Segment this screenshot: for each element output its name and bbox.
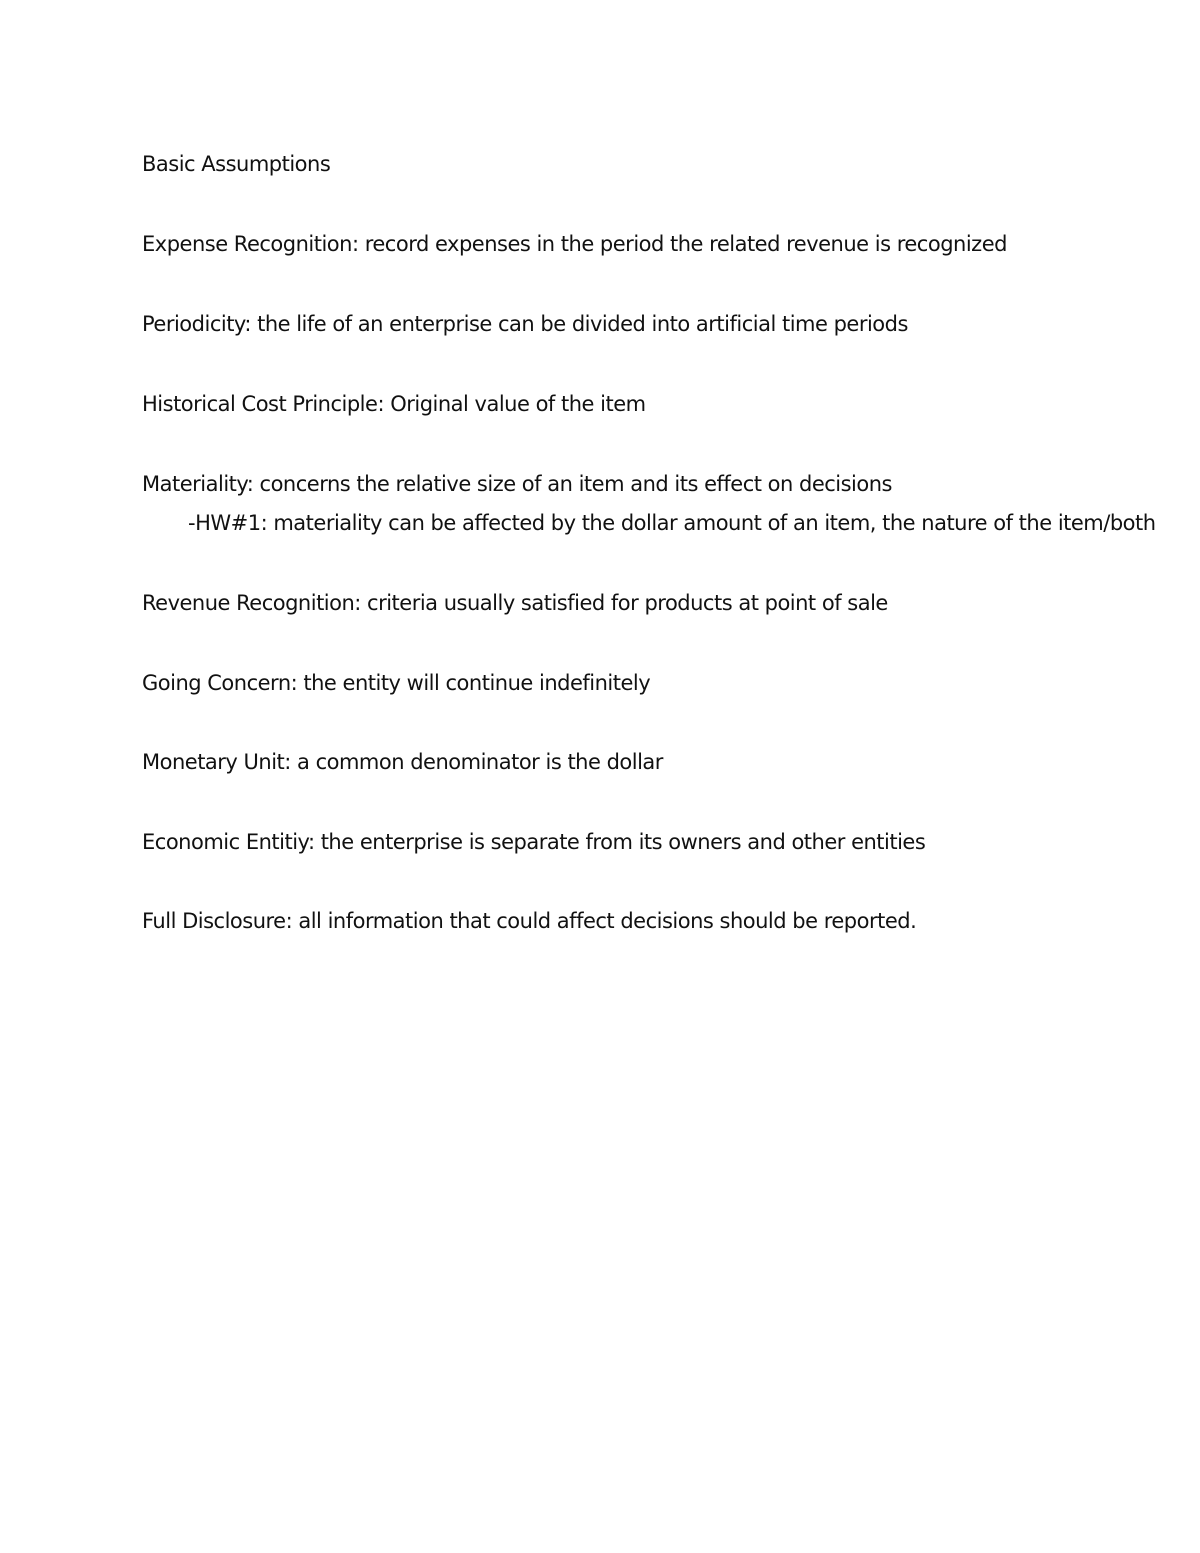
- entry-periodicity: Periodicity: the life of an enterprise can be divided into artificial time periods: [142, 312, 908, 336]
- entry-historical-cost: Historical Cost Principle: Original value of the item: [142, 392, 646, 416]
- document-title: Basic Assumptions: [142, 152, 331, 176]
- entry-full-disclosure: Full Disclosure: all information that could affect decisions should be reported.: [142, 909, 917, 933]
- entry-materiality-note: -HW#1: materiality can be affected by the dollar amount of an item, the nature of the item/both: [188, 511, 1156, 535]
- entry-going-concern: Going Concern: the entity will continue indefinitely: [142, 671, 651, 695]
- entry-economic-entity: Economic Entitiy: the enterprise is separate from its owners and other entities: [142, 830, 926, 854]
- entry-monetary-unit: Monetary Unit: a common denominator is the dollar: [142, 750, 663, 774]
- entry-revenue-recognition: Revenue Recognition: criteria usually satisfied for products at point of sale: [142, 591, 888, 615]
- entry-expense-recognition: Expense Recognition: record expenses in the period the related revenue is recognized: [142, 232, 1007, 256]
- entry-materiality: Materiality: concerns the relative size of an item and its effect on decisions: [142, 472, 892, 496]
